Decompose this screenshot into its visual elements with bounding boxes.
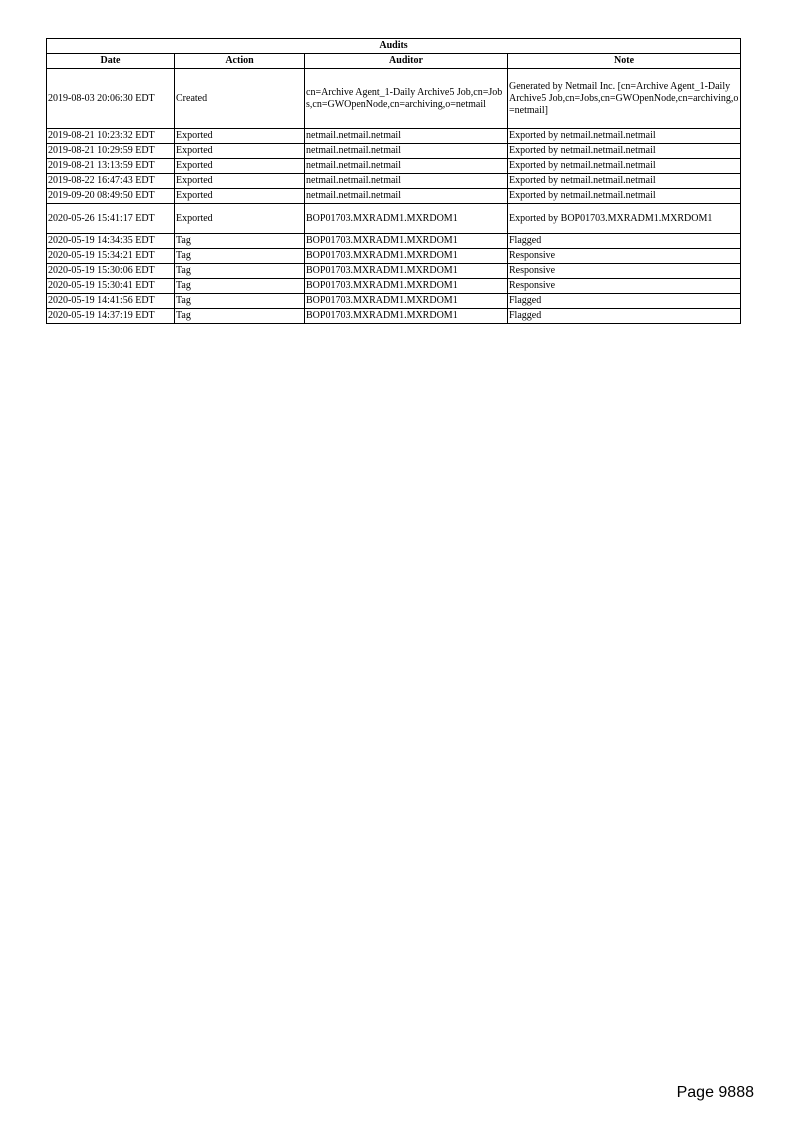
auditor-cell: netmail.netmail.netmail	[305, 144, 508, 159]
auditor-cell: BOP01703.MXRADM1.MXRDOM1	[305, 309, 508, 324]
auditor-cell: BOP01703.MXRADM1.MXRDOM1	[305, 279, 508, 294]
note-cell: Flagged	[508, 234, 741, 249]
table-row	[47, 204, 741, 234]
action-cell: Exported	[175, 189, 305, 204]
table-row	[47, 294, 741, 309]
action-cell: Tag	[175, 279, 305, 294]
date-cell: 2019-08-22 16:47:43 EDT	[47, 174, 175, 189]
auditor-cell: BOP01703.MXRADM1.MXRDOM1	[305, 249, 508, 264]
action-cell: Created	[175, 69, 305, 129]
page-number: Page 9888	[676, 1084, 754, 1101]
note-cell: Exported by netmail.netmail.netmail	[508, 129, 741, 144]
auditor-cell: BOP01703.MXRADM1.MXRDOM1	[305, 264, 508, 279]
date-cell: 2019-08-21 10:23:32 EDT	[47, 129, 175, 144]
table-row	[47, 264, 741, 279]
column-header-note: Note	[508, 54, 741, 69]
date-cell: 2019-08-21 13:13:59 EDT	[47, 159, 175, 174]
auditor-cell: netmail.netmail.netmail	[305, 129, 508, 144]
column-header-action: Action	[175, 54, 305, 69]
date-cell: 2020-05-19 15:30:06 EDT	[47, 264, 175, 279]
auditor-cell: BOP01703.MXRADM1.MXRDOM1	[305, 204, 508, 234]
date-cell: 2019-08-03 20:06:30 EDT	[47, 69, 175, 129]
auditor-cell: BOP01703.MXRADM1.MXRDOM1	[305, 234, 508, 249]
auditor-cell: BOP01703.MXRADM1.MXRDOM1	[305, 294, 508, 309]
note-cell: Responsive	[508, 249, 741, 264]
auditor-cell: cn=Archive Agent_1-Daily Archive5 Job,cn=Jobs,cn=GWOpenNode,cn=archiving,o=netmail	[305, 69, 508, 129]
column-header-date: Date	[47, 54, 175, 69]
table-row	[47, 69, 741, 129]
action-cell: Exported	[175, 159, 305, 174]
note-cell: Generated by Netmail Inc. [cn=Archive Agent_1-Daily Archive5 Job,cn=Jobs,cn=GWOpenNode,cn=archiving,o=netmail]	[508, 69, 741, 129]
date-cell: 2020-05-19 14:37:19 EDT	[47, 309, 175, 324]
note-cell: Exported by netmail.netmail.netmail	[508, 159, 741, 174]
note-cell: Exported by netmail.netmail.netmail	[508, 189, 741, 204]
table-row	[47, 309, 741, 324]
table-title: Audits	[47, 39, 741, 54]
date-cell: 2020-05-19 15:30:41 EDT	[47, 279, 175, 294]
column-header-auditor: Auditor	[305, 54, 508, 69]
table-row	[47, 279, 741, 294]
action-cell: Tag	[175, 264, 305, 279]
action-cell: Exported	[175, 174, 305, 189]
auditor-cell: netmail.netmail.netmail	[305, 159, 508, 174]
note-cell: Flagged	[508, 309, 741, 324]
date-cell: 2020-05-19 15:34:21 EDT	[47, 249, 175, 264]
table-row	[47, 174, 741, 189]
action-cell: Exported	[175, 144, 305, 159]
note-cell: Responsive	[508, 264, 741, 279]
action-cell: Tag	[175, 234, 305, 249]
auditor-cell: netmail.netmail.netmail	[305, 174, 508, 189]
action-cell: Tag	[175, 294, 305, 309]
date-cell: 2020-05-19 14:41:56 EDT	[47, 294, 175, 309]
auditor-cell: netmail.netmail.netmail	[305, 189, 508, 204]
table-header-row	[47, 54, 741, 69]
note-cell: Exported by BOP01703.MXRADM1.MXRDOM1	[508, 204, 741, 234]
action-cell: Exported	[175, 129, 305, 144]
audits-table	[46, 38, 741, 324]
note-cell: Responsive	[508, 279, 741, 294]
date-cell: 2020-05-19 14:34:35 EDT	[47, 234, 175, 249]
table-row	[47, 144, 741, 159]
date-cell: 2019-09-20 08:49:50 EDT	[47, 189, 175, 204]
table-row	[47, 189, 741, 204]
note-cell: Flagged	[508, 294, 741, 309]
date-cell: 2019-08-21 10:29:59 EDT	[47, 144, 175, 159]
note-cell: Exported by netmail.netmail.netmail	[508, 174, 741, 189]
action-cell: Exported	[175, 204, 305, 234]
action-cell: Tag	[175, 309, 305, 324]
table-title-row	[47, 39, 741, 54]
note-cell: Exported by netmail.netmail.netmail	[508, 144, 741, 159]
table-row	[47, 249, 741, 264]
table-row	[47, 159, 741, 174]
table-row	[47, 234, 741, 249]
date-cell: 2020-05-26 15:41:17 EDT	[47, 204, 175, 234]
table-row	[47, 129, 741, 144]
action-cell: Tag	[175, 249, 305, 264]
